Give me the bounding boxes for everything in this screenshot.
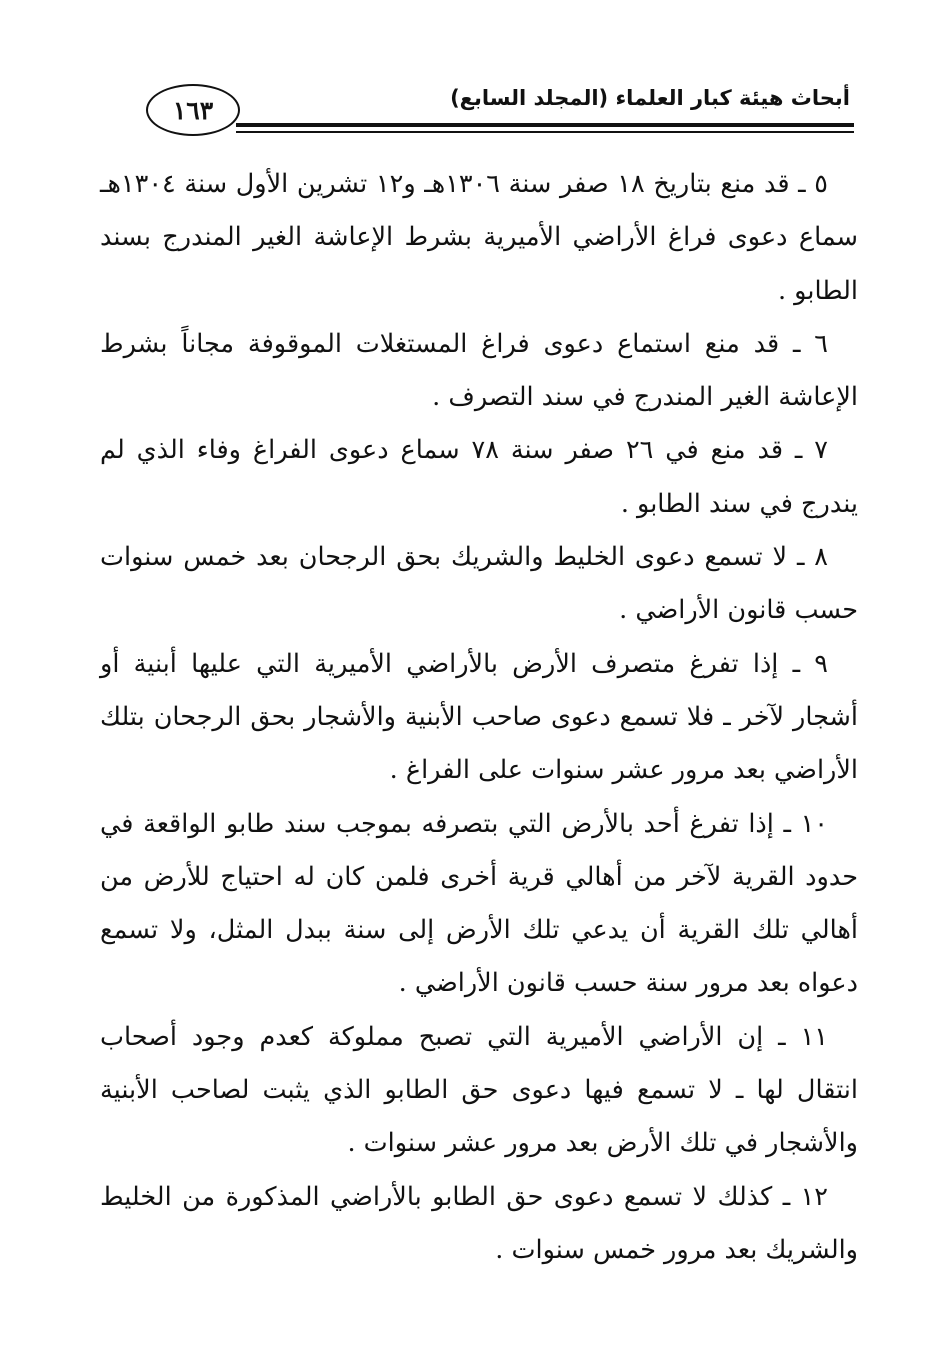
- running-header-title: أبحاث هيئة كبار العلماء (المجلد السابع): [450, 86, 850, 110]
- header-rule-thin: [236, 131, 854, 133]
- paragraph-10: ١٠ ـ إذا تفرغ أحد بالأرض التي بتصرفه بموجب سند طابو الواقعة في حدود القرية لآخر من أهالي قرية أخرى فلمن كان له احتياج للأرض من أهالي تلك القرية أن يدعي تلك الأرض إلى سنة ببدل المثل، ولا تسمع دعواه بعد مرور سنة حسب قانون الأراضي .: [100, 808, 858, 999]
- paragraph-9: ٩ ـ إذا تفرغ متصرف الأرض بالأراضي الأميرية التي عليها أبنية أو أشجار لآخر ـ فلا تسمع دعوى صاحب الأبنية والأشجار بحق الرجحان بتلك الأراضي بعد مرور عشر سنوات على الفراغ .: [100, 648, 858, 786]
- paragraph-7: ٧ ـ قد منع في ٢٦ صفر سنة ٧٨ سماع دعوى الفراغ وفاء الذي لم يندرج في سند الطابو .: [100, 435, 858, 519]
- paragraph-6: ٦ ـ قد منع استماع دعوى فراغ المستغلات الموقوفة مجاناً بشرط الإعاشة الغير المندرج في سند التصرف .: [100, 328, 858, 413]
- paragraph-5: ٥ ـ قد منع بتاريخ ١٨ صفر سنة ١٣٠٦هـ و١٢ تشرين الأول سنة ١٣٠٤هـ سماع دعوى فراغ الأراضي الأميرية بشرط الإعاشة الغير المندرج بسند الطابو .: [100, 169, 858, 306]
- paragraph-11: ١١ ـ إن الأراضي الأميرية التي تصبح مملوكة كعدم وجود أصحاب انتقال لها ـ لا تسمع فيها دعوى حق الطابو الذي يثبت لصاحب الأبنية والأشجار في تلك الأرض بعد مرور عشر سنوات .: [100, 1021, 858, 1159]
- body-text: [100, 158, 858, 1277]
- page-number: ١٦٣: [146, 84, 240, 136]
- header-rule-thick: [236, 123, 854, 127]
- paragraph-8: ٨ ـ لا تسمع دعوى الخليط والشريك بحق الرجحان بعد خمس سنوات حسب قانون الأراضي .: [100, 542, 858, 626]
- paragraph-12: ١٢ ـ كذلك لا تسمع دعوى حق الطابو بالأراضي المذكورة من الخليط والشريك بعد مرور خمس سنوات .: [100, 1181, 858, 1265]
